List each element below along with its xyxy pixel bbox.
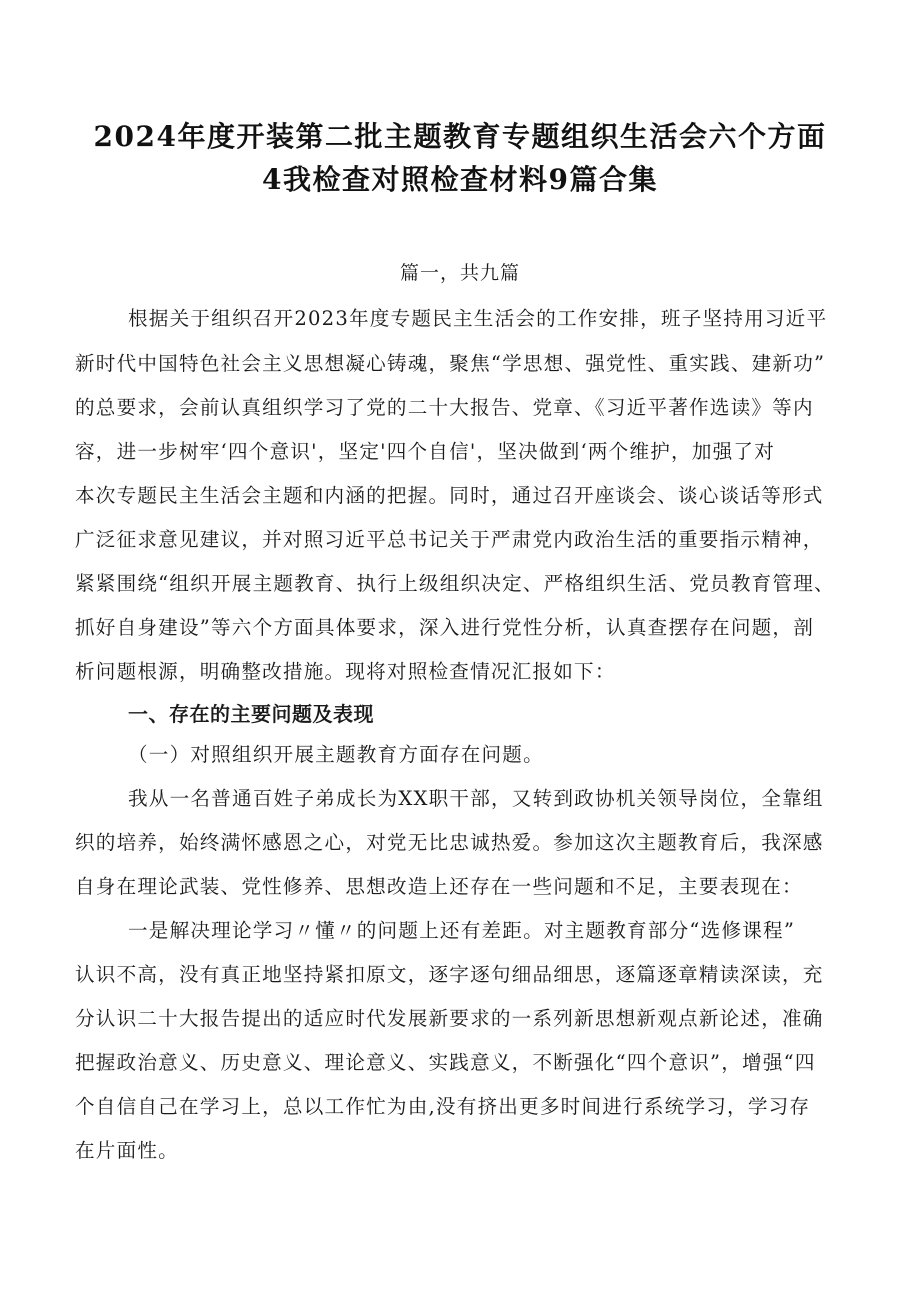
paragraph-line: 新时代中国特色社会主义思想凝心铸魂，聚焦“学思想、强党性、重实践、建新功” <box>75 352 826 375</box>
paragraph-line: 一是解决理论学习〃懂〃的问题上还有差距。对主题教育部分“选修课程” <box>128 919 796 942</box>
paragraph-line: 广泛征求意见建议，并对照习近平总书记关于严肃党内政治生活的重要指示精神， <box>75 528 824 551</box>
paragraph-line: 个自信自己在学习上，总以工作忙为由,没有挤出更多时间进行系统学习，学习存 <box>75 1095 811 1118</box>
document-title-line-1: 2024年度开装第二批主题教育专题组织生活会六个方面 <box>93 120 827 153</box>
section-heading: 一、存在的主要问题及表现 <box>128 702 374 726</box>
document-title-line-2: 4我检查对照检查材料9篇合集 <box>262 163 658 196</box>
document-subtitle: 篇一，共九篇 <box>399 262 520 284</box>
paragraph-line: 紧紧围绕“组织开展主题教育、执行上级组织决定、严格组织生活、党员教育管理、 <box>75 572 835 595</box>
paragraph-line: 我从一名普通百姓子弟成长为XX职干部，又转到政协机关领导岗位，全靠组 <box>128 787 824 810</box>
paragraph-line: 分认识二十大报告提出的适应时代发展新要求的一系列新思想新观点新论述，准确 <box>75 1007 824 1030</box>
paragraph-line: 把握政治意义、历史意义、理论意义、实践意义，不断强化“四个意识”，增强“四 <box>75 1051 816 1074</box>
paragraph-line: 根据关于组织召开2023年度专题民主生活会的工作安排，班子坚持用习近平 <box>128 307 828 330</box>
paragraph-line: 认识不高，没有真正地坚持紧扣原文，逐字逐句细品细思，逐篇逐章精读深读，充 <box>75 963 824 986</box>
paragraph-line: 抓好自身建设”等六个方面具体要求，深入进行党性分析，认真查摆存在问题，剖 <box>75 616 814 639</box>
paragraph-line: 自身在理论武装、党性修养、思想改造上还存在一些问题和不足，主要表现在： <box>75 875 803 898</box>
paragraph-line: 析问题根源，明确整改措施。现将对照检查情况汇报如下： <box>75 660 616 683</box>
subsection-heading: （一）对照组织开展主题教育方面存在问题。 <box>128 743 544 766</box>
paragraph-line: 织的培养，始终满怀感恩之心，对党无比忠诚热爱。参加这次主题教育后，我深感 <box>75 831 824 854</box>
paragraph-line: 在片面性。 <box>75 1139 179 1162</box>
paragraph-line: 本次专题民主生活会主题和内涵的把握。同时，通过召开座谈会、谈心谈话等形式 <box>75 484 824 507</box>
paragraph-line: 的总要求，会前认真组织学习了党的二十大报告、党章、《习近平著作选读》等内 <box>75 396 814 419</box>
paragraph-line: 容，进一步树牢‘四个意识'，坚定'四个自信'，坚决做到‘两个维护，加强了对 <box>75 440 776 463</box>
